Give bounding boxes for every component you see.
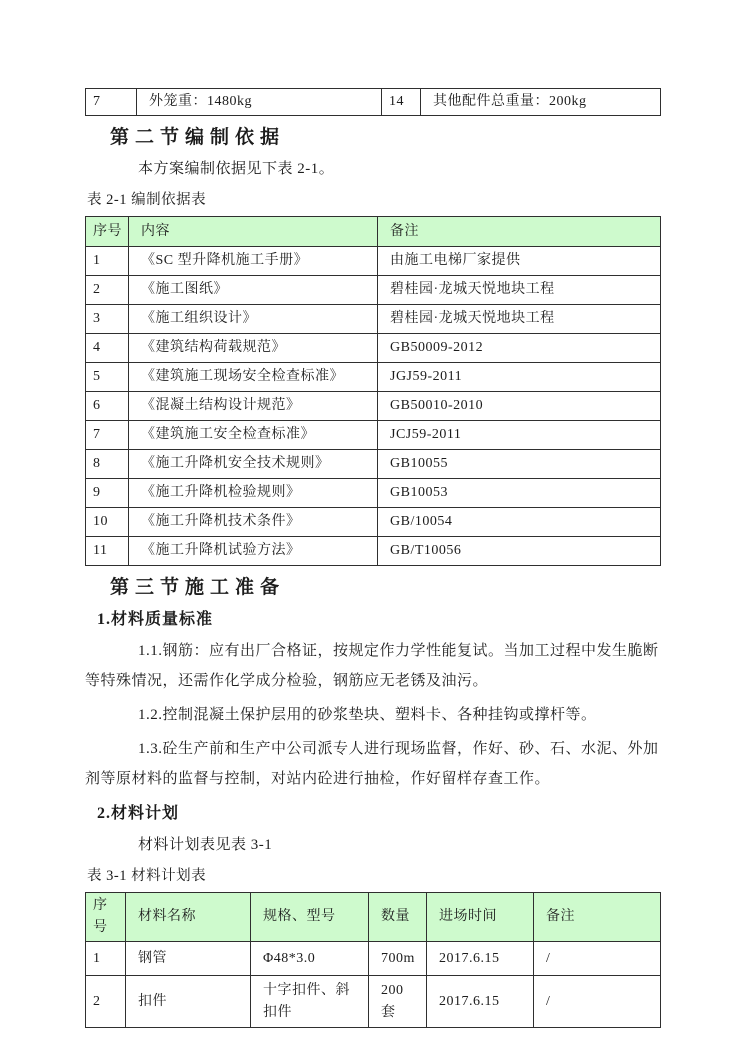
section3-heading: 第三节施工准备 bbox=[110, 577, 286, 598]
cell-material-name: 扣件 bbox=[126, 976, 251, 1028]
cell-seq: 3 bbox=[86, 305, 129, 334]
table-row bbox=[86, 247, 661, 276]
cell-remark: GB10055 bbox=[378, 450, 661, 479]
cell-seq: 4 bbox=[86, 334, 129, 363]
header-remark: 备注 bbox=[378, 217, 661, 247]
table-header-row bbox=[86, 217, 661, 247]
cell-content: 《SC 型升降机施工手册》 bbox=[129, 247, 378, 276]
table-row bbox=[86, 508, 661, 537]
cell-material-name: 钢管 bbox=[126, 942, 251, 976]
cell-seq: 11 bbox=[86, 537, 129, 566]
cell-seq: 2 bbox=[86, 276, 129, 305]
cell-remark: JCJ59-2011 bbox=[378, 421, 661, 450]
cell-remark: / bbox=[534, 942, 661, 976]
cell-seq: 2 bbox=[86, 976, 126, 1028]
cell-content: 《施工升降机技术条件》 bbox=[129, 508, 378, 537]
table-row bbox=[86, 421, 661, 450]
header-arrival-date: 进场时间 bbox=[427, 893, 534, 942]
cell-content: 《建筑结构荷载规范》 bbox=[129, 334, 378, 363]
section2-intro-paragraph: 本方案编制依据见下表 2-1。 bbox=[138, 161, 335, 177]
cell-content: 《施工升降机试验方法》 bbox=[129, 537, 378, 566]
header-spec: 规格、型号 bbox=[251, 893, 369, 942]
cell-content: 《建筑施工安全检查标准》 bbox=[129, 421, 378, 450]
cell-content: 《施工图纸》 bbox=[129, 276, 378, 305]
material-quality-subheading: 1.材料质量标准 bbox=[97, 611, 214, 628]
table-row bbox=[86, 392, 661, 421]
cell-remark: GB/10054 bbox=[378, 508, 661, 537]
cell-seq: 7 bbox=[86, 421, 129, 450]
cell-content: 《施工组织设计》 bbox=[129, 305, 378, 334]
header-seq: 序号 bbox=[86, 893, 126, 942]
cell-remark: GB10053 bbox=[378, 479, 661, 508]
table-row bbox=[86, 537, 661, 566]
table21-caption: 表 2-1 编制依据表 bbox=[87, 192, 207, 208]
table-row bbox=[86, 305, 661, 334]
basis-table bbox=[85, 216, 661, 566]
table-cell-value: 外笼重：1480kg bbox=[137, 89, 382, 116]
cell-content: 《施工升降机检验规则》 bbox=[129, 479, 378, 508]
cell-seq: 9 bbox=[86, 479, 129, 508]
page-content bbox=[85, 88, 660, 1028]
paragraph-1-3: 1.3.砼生产前和生产中公司派专人进行现场监督，作好、砂、石、水泥、外加剂等原材料的监督与控制，对站内砼进行抽检，作好留样存查工作。 bbox=[85, 741, 659, 787]
cell-spec: Φ48*3.0 bbox=[251, 942, 369, 976]
section2-heading: 第二节编制依据 bbox=[110, 127, 286, 148]
material-plan-table bbox=[85, 892, 661, 1028]
cell-content: 《施工升降机安全技术规则》 bbox=[129, 450, 378, 479]
cell-remark: GB50009-2012 bbox=[378, 334, 661, 363]
header-seq: 序号 bbox=[86, 217, 129, 247]
header-material-name: 材料名称 bbox=[126, 893, 251, 942]
cell-remark: GB/T10056 bbox=[378, 537, 661, 566]
cell-remark: / bbox=[534, 976, 661, 1028]
table-row bbox=[86, 276, 661, 305]
table31-caption: 表 3-1 材料计划表 bbox=[87, 868, 207, 884]
table-row bbox=[86, 89, 661, 116]
material-plan-subheading: 2.材料计划 bbox=[97, 805, 180, 822]
cell-remark: 碧桂园·龙城天悦地块工程 bbox=[378, 305, 661, 334]
table-cell-seq: 7 bbox=[86, 89, 137, 116]
table-row bbox=[86, 479, 661, 508]
cell-arrival-date: 2017.6.15 bbox=[427, 976, 534, 1028]
cell-qty: 700m bbox=[369, 942, 427, 976]
cell-content: 《混凝土结构设计规范》 bbox=[129, 392, 378, 421]
material-plan-intro: 材料计划表见表 3-1 bbox=[138, 837, 273, 853]
table-row bbox=[86, 334, 661, 363]
table-row bbox=[86, 363, 661, 392]
table-row bbox=[86, 450, 661, 479]
cell-remark: 碧桂园·龙城天悦地块工程 bbox=[378, 276, 661, 305]
cell-seq: 10 bbox=[86, 508, 129, 537]
table-header-row bbox=[86, 893, 661, 942]
cell-seq: 1 bbox=[86, 247, 129, 276]
cell-remark: 由施工电梯厂家提供 bbox=[378, 247, 661, 276]
table-row bbox=[86, 942, 661, 976]
cell-seq: 5 bbox=[86, 363, 129, 392]
paragraph-1-1: 1.1.钢筋：应有出厂合格证，按规定作力学性能复试。当加工过程中发生脆断等特殊情况，还需作化学成分检验，钢筋应无老锈及油污。 bbox=[85, 643, 659, 689]
table-row bbox=[86, 976, 661, 1028]
cell-arrival-date: 2017.6.15 bbox=[427, 942, 534, 976]
paragraph-1-2: 1.2.控制混凝土保护层用的砂浆垫块、塑料卡、各种挂钩或撑杆等。 bbox=[138, 707, 597, 723]
header-qty: 数量 bbox=[369, 893, 427, 942]
cell-seq: 1 bbox=[86, 942, 126, 976]
spec-continuation-table bbox=[85, 88, 661, 116]
table-cell-value: 其他配件总重量：200kg bbox=[421, 89, 661, 116]
cell-content: 《建筑施工现场安全检查标准》 bbox=[129, 363, 378, 392]
cell-seq: 6 bbox=[86, 392, 129, 421]
table-cell-seq: 14 bbox=[382, 89, 421, 116]
cell-seq: 8 bbox=[86, 450, 129, 479]
cell-remark: JGJ59-2011 bbox=[378, 363, 661, 392]
cell-spec: 十字扣件、斜扣件 bbox=[251, 976, 369, 1028]
cell-qty: 200 套 bbox=[369, 976, 427, 1028]
header-content: 内容 bbox=[129, 217, 378, 247]
header-remark: 备注 bbox=[534, 893, 661, 942]
cell-remark: GB50010-2010 bbox=[378, 392, 661, 421]
